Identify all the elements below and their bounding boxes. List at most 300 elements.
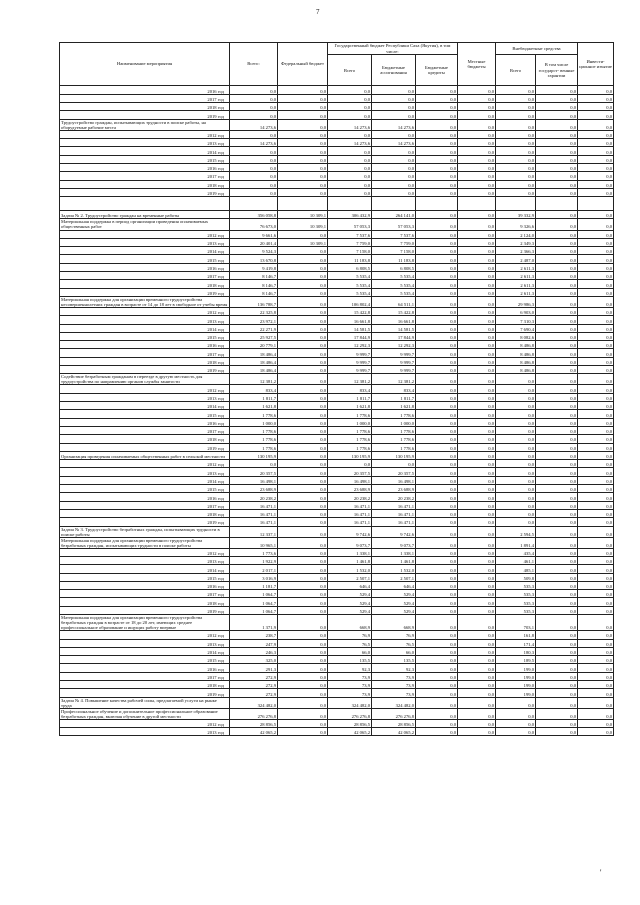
row-value: 0,0 [278, 639, 328, 647]
row-value: 1 778,6 [328, 426, 372, 434]
row-value: 1 338,1 [372, 548, 416, 556]
row-value: 0,0 [578, 147, 614, 155]
row-label: 2016 год [60, 581, 230, 589]
row-value: 0,0 [416, 526, 458, 537]
row-value: 0,0 [536, 219, 578, 230]
row-label: 2015 год [60, 332, 230, 340]
row-value: 8 486,8 [496, 349, 536, 357]
row-value: 0,0 [416, 493, 458, 501]
row-value: 130 195,9 [230, 451, 278, 459]
row-value: 0,0 [536, 680, 578, 688]
row-value: 0,0 [416, 689, 458, 697]
row-value: 0,0 [416, 426, 458, 434]
row-value: 0,0 [278, 526, 328, 537]
row-value: 12 292,3 [328, 341, 372, 349]
table-row [60, 656, 614, 664]
row-value: 10 965,1 [230, 537, 278, 548]
row-value: 0,0 [416, 728, 458, 736]
row-value: 0,0 [416, 485, 458, 493]
row-value: 0,0 [536, 324, 578, 332]
row-value: 0,0 [536, 402, 578, 410]
row-value: 0,0 [416, 697, 458, 708]
row-value: 0,0 [496, 468, 536, 476]
row-label: 2013 год [60, 316, 230, 324]
row-label: Организация проведения оплачиваемых общественных работ в сельской местности [60, 451, 230, 459]
table-row [60, 639, 614, 647]
row-label: 2013 год [60, 728, 230, 736]
row-value: 0,0 [458, 385, 496, 393]
row-value: 0,0 [536, 410, 578, 418]
row-value: 0,0 [278, 316, 328, 324]
row-value: 0,0 [496, 402, 536, 410]
row-value: 57 053,3 [328, 219, 372, 230]
row-value: 0,0 [458, 247, 496, 255]
row-value: 0,0 [536, 211, 578, 219]
row-value: 0,0 [278, 172, 328, 180]
row-value: 161,8 [496, 631, 536, 639]
row-value: 0,0 [278, 374, 328, 385]
row-value: 0,0 [536, 366, 578, 374]
row-value: 509,8 [496, 573, 536, 581]
row-value: 0,0 [416, 501, 458, 509]
row-value: 20 779,1 [230, 341, 278, 349]
row-value: 1 181,7 [230, 581, 278, 589]
row-value: 0,0 [416, 518, 458, 526]
row-value: 1 778,6 [328, 435, 372, 443]
row-value: 668,9 [372, 615, 416, 631]
row-label: 2018 год [60, 357, 230, 365]
row-value: 0,0 [416, 435, 458, 443]
row-value: 1 778,6 [230, 435, 278, 443]
row-value: 246,3 [230, 647, 278, 655]
row-value: 0,0 [536, 664, 578, 672]
row-value: 0,0 [416, 606, 458, 614]
row-value: 0,0 [458, 357, 496, 365]
row-value: 16 471,1 [372, 509, 416, 517]
row-value: 0,0 [278, 573, 328, 581]
row-value: 0,0 [536, 188, 578, 196]
row-value: 0,0 [536, 606, 578, 614]
row-label: 2019 год [60, 443, 230, 451]
row-value: 0,0 [416, 119, 458, 130]
row-value: 0,0 [278, 385, 328, 393]
row-value: 0,0 [278, 103, 328, 111]
table-row [60, 94, 614, 102]
row-value: 1 461,8 [328, 556, 372, 564]
row-value: 18 486,4 [230, 366, 278, 374]
row-value: 0,0 [230, 460, 278, 468]
row-value: 7 759,0 [372, 238, 416, 246]
row-value: 0,0 [496, 86, 536, 94]
row-value: 0,0 [536, 548, 578, 556]
row-value: 29 986,3 [496, 296, 536, 307]
row-value: 0,0 [278, 501, 328, 509]
row-value: 0,0 [536, 385, 578, 393]
row-value: 0,0 [578, 598, 614, 606]
row-value: 9 419,8 [230, 263, 278, 271]
table-row-spacer [60, 197, 614, 211]
row-value: 0,0 [578, 728, 614, 736]
row-value: 0,0 [278, 647, 328, 655]
row-value: 1 000,0 [230, 418, 278, 426]
row-value: 0,0 [578, 263, 614, 271]
row-value: 0,0 [496, 172, 536, 180]
table-row [60, 664, 614, 672]
row-value: 0,0 [458, 451, 496, 459]
row-label: 2016 год [60, 493, 230, 501]
row-value: 0,0 [578, 606, 614, 614]
row-value: 0,0 [458, 615, 496, 631]
row-value: 0,0 [578, 341, 614, 349]
row-value: 0,0 [536, 581, 578, 589]
row-value: 0,0 [536, 230, 578, 238]
row-value: 0,0 [578, 385, 614, 393]
row-value: 0,0 [416, 443, 458, 451]
row-value: 92,3 [372, 664, 416, 672]
row-value: 833,4 [328, 385, 372, 393]
row-value: 0,0 [458, 501, 496, 509]
row-value: 0,0 [278, 366, 328, 374]
row-label: 2019 год [60, 188, 230, 196]
row-value: 0,0 [578, 565, 614, 573]
table-row [60, 460, 614, 468]
row-value: 76,9 [372, 631, 416, 639]
row-value: 0,0 [278, 581, 328, 589]
row-value: 0,0 [278, 556, 328, 564]
row-value: 0,0 [416, 272, 458, 280]
row-label: 2019 год [60, 366, 230, 374]
table-row [60, 147, 614, 155]
row-value: 13 670,8 [230, 255, 278, 263]
row-value: 9 742,6 [372, 526, 416, 537]
row-value: 0,0 [458, 697, 496, 708]
row-value: 16 471,1 [230, 509, 278, 517]
row-value: 0,0 [416, 556, 458, 564]
row-label: 2013 год [60, 639, 230, 647]
row-label: 2018 год [60, 180, 230, 188]
col-header-state-total: Всего [328, 55, 372, 86]
row-value: 0,0 [578, 288, 614, 296]
row-value: 23 972,1 [230, 316, 278, 324]
row-value: 0,0 [496, 393, 536, 401]
row-value: 0,0 [578, 366, 614, 374]
row-value: 0,0 [278, 296, 328, 307]
row-value: 529,4 [372, 590, 416, 598]
row-label: 2013 год [60, 238, 230, 246]
row-value: 199,0 [496, 664, 536, 672]
row-label: 2015 год [60, 410, 230, 418]
row-value: 16 471,1 [230, 518, 278, 526]
row-value: 272,9 [230, 680, 278, 688]
row-value: 0,0 [578, 468, 614, 476]
row-value: 0,0 [578, 719, 614, 727]
row-value: 535,3 [496, 590, 536, 598]
row-value: 0,0 [578, 357, 614, 365]
row-value: 11 183,8 [328, 255, 372, 263]
row-value: 0,0 [278, 435, 328, 443]
row-value: 9 999,7 [328, 366, 372, 374]
row-value: 0,0 [458, 606, 496, 614]
row-value: 0,0 [458, 418, 496, 426]
row-value: 0,0 [278, 631, 328, 639]
row-value: 0,0 [578, 247, 614, 255]
row-value: 1 532,0 [372, 565, 416, 573]
table-row [60, 324, 614, 332]
row-value: 0,0 [458, 509, 496, 517]
row-value: 5 535,4 [372, 272, 416, 280]
row-value: 76,5 [328, 639, 372, 647]
row-value: 14 273,6 [372, 139, 416, 147]
row-value: 0,0 [416, 188, 458, 196]
row-value: 0,0 [578, 581, 614, 589]
row-value: 2 366,3 [496, 247, 536, 255]
row-value: 0,0 [416, 103, 458, 111]
row-value: 0,0 [458, 518, 496, 526]
row-value: 23 688,9 [372, 485, 416, 493]
row-value: 0,0 [416, 664, 458, 672]
row-value: 0,0 [278, 357, 328, 365]
row-value: 14 273,6 [230, 119, 278, 130]
row-value: 0,0 [458, 526, 496, 537]
row-value: 25 927,5 [230, 332, 278, 340]
row-value: 0,0 [416, 410, 458, 418]
row-value: 0,0 [536, 590, 578, 598]
row-value: 0,0 [278, 163, 328, 171]
row-value: 0,0 [328, 103, 372, 111]
row-value: 0,0 [496, 426, 536, 434]
row-value: 0,0 [328, 163, 372, 171]
row-value: 0,0 [536, 272, 578, 280]
row-value: 0,0 [278, 460, 328, 468]
row-value: 0,0 [416, 366, 458, 374]
row-value: 2 507,1 [328, 573, 372, 581]
row-value: 0,0 [416, 155, 458, 163]
row-value: 0,0 [578, 509, 614, 517]
col-header-invest: Инвести- ционное изъятие [578, 43, 614, 86]
row-value: 1 064,7 [230, 606, 278, 614]
row-value: 0,0 [496, 139, 536, 147]
row-value: 6 903,0 [496, 307, 536, 315]
row-value: 0,0 [496, 374, 536, 385]
table-row [60, 385, 614, 393]
row-value: 529,4 [372, 606, 416, 614]
row-value: 0,0 [458, 366, 496, 374]
row-value [230, 197, 278, 211]
row-label: 2014 год [60, 324, 230, 332]
row-label: 2016 год [60, 341, 230, 349]
row-value: 0,0 [230, 155, 278, 163]
row-value: 135,5 [328, 656, 372, 664]
row-value: 16 471,1 [372, 501, 416, 509]
row-value: 0,0 [496, 485, 536, 493]
row-value: 0,0 [536, 639, 578, 647]
row-value: 0,0 [278, 509, 328, 517]
row-label: 2017 год [60, 672, 230, 680]
row-value: 7 759,0 [328, 238, 372, 246]
row-value: 0,0 [458, 460, 496, 468]
row-value: 0,0 [458, 188, 496, 196]
row-value: 0,0 [278, 188, 328, 196]
row-value: 2 611,3 [496, 288, 536, 296]
row-value: 529,4 [328, 606, 372, 614]
row-value: 0,0 [278, 324, 328, 332]
row-value: 0,0 [416, 180, 458, 188]
row-value: 57 053,3 [372, 219, 416, 230]
row-value: 42 065,2 [230, 728, 278, 736]
row-value: 0,0 [578, 647, 614, 655]
table-row [60, 518, 614, 526]
row-value: 106 802,4 [328, 296, 372, 307]
table-row [60, 230, 614, 238]
row-value: 7 158,0 [372, 247, 416, 255]
row-value: 5 535,4 [328, 288, 372, 296]
row-value [416, 197, 458, 211]
row-value: 0,0 [416, 418, 458, 426]
row-value: 0,0 [416, 672, 458, 680]
row-label: 2018 год [60, 103, 230, 111]
row-value: 16 471,1 [372, 518, 416, 526]
row-value: 0,0 [578, 476, 614, 484]
row-value: 1 778,6 [372, 435, 416, 443]
row-value: 0,0 [536, 238, 578, 246]
row-value: 14 273,6 [230, 139, 278, 147]
row-value: 0,0 [536, 111, 578, 119]
row-value: 10 309,1 [278, 238, 328, 246]
row-value: 0,0 [536, 155, 578, 163]
row-value: 0,0 [496, 410, 536, 418]
row-value: 0,0 [496, 509, 536, 517]
row-value: 1 064,7 [230, 598, 278, 606]
row-value: 66,0 [372, 647, 416, 655]
row-value: 0,0 [578, 501, 614, 509]
row-value: 0,0 [536, 119, 578, 130]
col-header-offbudget-gov: В том числе государст- венные гарантии [536, 55, 578, 86]
row-value: 0,0 [278, 341, 328, 349]
row-value: 0,0 [278, 288, 328, 296]
row-value: 0,0 [458, 272, 496, 280]
table-row [60, 581, 614, 589]
row-value: 0,0 [230, 147, 278, 155]
row-value: 0,0 [458, 332, 496, 340]
row-value: 1 773,6 [230, 548, 278, 556]
table-row-heading [60, 615, 614, 631]
row-value: 0,0 [536, 509, 578, 517]
row-value: 0,0 [578, 332, 614, 340]
row-value: 0,0 [278, 719, 328, 727]
row-value: 0,0 [416, 460, 458, 468]
row-value: 0,0 [372, 155, 416, 163]
row-value: 76,5 [372, 639, 416, 647]
row-value: 0,0 [278, 606, 328, 614]
row-value: 0,0 [278, 349, 328, 357]
table-row [60, 631, 614, 639]
row-value: 130 195,9 [372, 451, 416, 459]
row-value: 0,0 [496, 460, 536, 468]
row-label: 2013 год [60, 556, 230, 564]
table-row [60, 180, 614, 188]
row-label: 2017 год [60, 426, 230, 434]
row-value: 0,0 [578, 402, 614, 410]
row-label: 2017 год [60, 590, 230, 598]
row-value: 0,0 [278, 111, 328, 119]
row-value: 0,0 [416, 86, 458, 94]
row-value: 0,0 [536, 537, 578, 548]
row-value: 0,0 [278, 656, 328, 664]
row-value: 0,0 [578, 537, 614, 548]
row-value: 529,4 [372, 598, 416, 606]
row-value: 0,0 [578, 493, 614, 501]
row-value: 0,0 [578, 272, 614, 280]
row-value: 5 535,4 [372, 288, 416, 296]
table-row [60, 172, 614, 180]
row-value: 0,0 [536, 316, 578, 324]
row-value: 9 073,7 [328, 537, 372, 548]
row-value: 0,0 [458, 435, 496, 443]
row-value: 0,0 [278, 537, 328, 548]
table-row [60, 103, 614, 111]
row-value: 0,0 [458, 111, 496, 119]
row-value: 16 498,1 [372, 476, 416, 484]
row-value: 0,0 [458, 374, 496, 385]
row-value: 0,0 [416, 656, 458, 664]
col-header-state-group: Государственный бюджет Республики Саха (Якутия), в том числе: [328, 43, 458, 55]
row-label: 2018 год [60, 509, 230, 517]
row-value: 0,0 [458, 307, 496, 315]
row-value: 0,0 [536, 708, 578, 719]
table-row [60, 341, 614, 349]
row-label: Материальная поддержка для организации временного трудоустройства безработных граждан, испытывающих трудности в поиске работы [60, 537, 230, 548]
row-value: 0,0 [278, 272, 328, 280]
row-value: 1 532,0 [328, 565, 372, 573]
row-label: 2018 год [60, 598, 230, 606]
table-row [60, 307, 614, 315]
row-value: 0,0 [578, 219, 614, 230]
row-value: 0,0 [536, 598, 578, 606]
row-value: 0,0 [416, 647, 458, 655]
row-value: 73,9 [328, 672, 372, 680]
row-value: 0,0 [578, 307, 614, 315]
table-row [60, 647, 614, 655]
col-header-total: Всего: [230, 43, 278, 86]
row-value: 0,0 [578, 172, 614, 180]
table-row [60, 598, 614, 606]
row-value: 16 498,1 [230, 476, 278, 484]
row-label: 2012 год [60, 631, 230, 639]
row-value: 0,0 [536, 435, 578, 443]
row-label: 2015 год [60, 656, 230, 664]
row-value: 0,0 [496, 719, 536, 727]
row-value: 0,0 [536, 565, 578, 573]
row-value: 0,0 [536, 393, 578, 401]
row-value: 9 326,6 [496, 219, 536, 230]
row-value: 0,0 [536, 86, 578, 94]
row-value: 0,0 [372, 180, 416, 188]
row-label: 2014 год [60, 565, 230, 573]
row-value: 0,0 [536, 443, 578, 451]
row-value: 14 273,6 [328, 119, 372, 130]
row-value: 0,0 [416, 374, 458, 385]
row-value: 1 891,4 [496, 537, 536, 548]
row-value: 0,0 [458, 548, 496, 556]
table-row [60, 402, 614, 410]
row-value: 0,0 [416, 680, 458, 688]
row-value: 535,3 [496, 598, 536, 606]
row-value: 199,0 [496, 672, 536, 680]
row-value: 0,0 [458, 476, 496, 484]
row-value: 0,0 [536, 451, 578, 459]
row-value: 0,0 [278, 130, 328, 138]
row-value: 276 276,8 [372, 708, 416, 719]
